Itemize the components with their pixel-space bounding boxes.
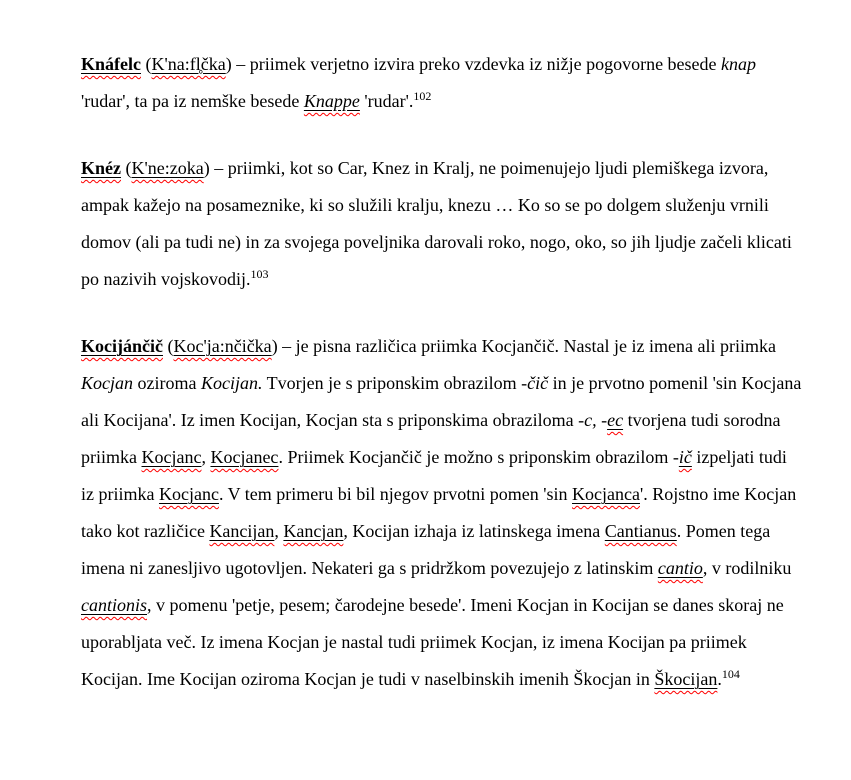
dictionary-entry (81, 46, 803, 120)
text-run: in je prvotno pomenil 'sin Kocjana ali Kocijana'. Iz imen Kocijan, Kocjan sta s priponskima obraziloma (81, 373, 802, 430)
underlined-text (679, 447, 692, 467)
spellcheck-squiggle-text: Kocjanc (141, 447, 202, 467)
underlined-text (81, 336, 163, 356)
spellcheck-squiggle-text: ič (678, 447, 692, 467)
entries-container (81, 46, 803, 698)
underlined-text (605, 521, 677, 541)
text-run: ( (162, 336, 174, 356)
text-run: ( (141, 54, 152, 74)
text-run (283, 521, 343, 541)
headword (81, 54, 141, 74)
spellcheck-squiggle-text: K'ne:zoka (131, 158, 204, 178)
text-run: ) – je pisna različica priimka Kocjančič. Nastal je iz imena ali priimka (271, 336, 776, 356)
underlined-text (283, 521, 343, 541)
spellcheck-squiggle-text: Kocjanca (572, 484, 640, 504)
spellcheck-squiggle-text: ec (607, 410, 624, 430)
underlined-text (81, 158, 121, 178)
dictionary-entry (81, 328, 803, 698)
footnote-reference: 102 (413, 89, 432, 103)
dictionary-entry (81, 150, 803, 298)
underlined-text (142, 447, 202, 467)
underlined-text (81, 54, 141, 74)
spellcheck-squiggle-text: Kancijan (209, 521, 275, 541)
text-run (658, 558, 703, 578)
spellcheck-squiggle-text: K'na:fl̥čka (151, 54, 226, 74)
text-run: , (274, 521, 284, 541)
text-run: oziroma (133, 373, 201, 393)
underlined-text (81, 595, 147, 615)
text-run: , v pomenu 'petje, pesem; čarodejne besede'. Imeni Kocjan in Kocijan se danes skoraj ne uporabljata več. Iz imena Kocjan je nastal tudi priimek Kocjan, iz imena Kocijan pa priimek Kocijan. Ime Kocijan oziroma Kocjan je tudi v naselbinskih imenih Škocjan in (81, 595, 784, 689)
spellcheck-squiggle-text: Knéz (81, 158, 121, 178)
text-run: - (601, 410, 608, 430)
headword (81, 158, 121, 178)
footnote-reference: 104 (721, 667, 740, 681)
text-run: '. Rojstno ime Kocjan tako kot različice (81, 484, 797, 541)
text-run: izpeljati tudi iz priimka (81, 447, 787, 504)
text-run: -čič (521, 373, 549, 393)
spellcheck-squiggle-text: Kancjan (283, 521, 344, 541)
spellcheck-squiggle-text: Cantianus (604, 521, 677, 541)
underlined-text (658, 558, 703, 578)
spellcheck-squiggle-text: cantio (657, 558, 703, 578)
text-run: . V tem primeru bi bil njegov prvotni pomen 'sin (218, 484, 573, 504)
text-run: knap (721, 54, 757, 74)
text-run (572, 484, 640, 504)
text-run (152, 54, 226, 74)
underlined-text (173, 336, 271, 356)
text-run (132, 158, 204, 178)
headword (81, 336, 163, 356)
underlined-text (607, 410, 623, 430)
text-run: , Kocijan izhaja iz latinskega imena (343, 521, 605, 541)
text-run: Kocijan. (200, 373, 263, 393)
text-run: - (672, 447, 679, 467)
underlined-text (572, 484, 640, 504)
text-run: tvorjena tudi sorodna priimka (81, 410, 781, 467)
text-run: ) – priimki, kot so Car, Knez in Kralj, ne poimenujejo ljudi plemiškega izvora, ampak kažejo na posameznike, ki so služili kralju, knezu … Ko so se po dolgem služenju vrnili domov (ali pa tudi ne) in za svojega poveljnika darovali roko, nogo, oko, so jih ljudje začeli klicati po nazivih vojskovodij. (81, 158, 792, 289)
text-run: Tvorjen je s priponskim obrazilom (262, 373, 522, 393)
text-run: . Pomen tega imena ni zanesljivo ugotovljen. Nekateri ga s pridržkom povezujejo z latinskim (81, 521, 771, 578)
text-run (81, 595, 147, 615)
spellcheck-squiggle-text: Kocjanec (210, 447, 279, 467)
text-run: , v rodilniku (702, 558, 792, 578)
spellcheck-squiggle-text: Kocjanc (158, 484, 219, 504)
spellcheck-squiggle-text: Knáfelc (81, 54, 141, 74)
text-run (654, 669, 717, 689)
text-run: ) – priimek verjetno izvira preko vzdevka iz nižje pogovorne besede (225, 54, 722, 74)
spellcheck-squiggle-text: Kocijánčič (81, 336, 163, 356)
underlined-text (152, 54, 226, 74)
text-run (159, 484, 219, 504)
text-run: , (201, 447, 211, 467)
text-run (304, 91, 360, 111)
spellcheck-squiggle-text: Knappe (303, 91, 360, 111)
text-run: -c, (578, 410, 597, 430)
underlined-text (654, 669, 717, 689)
underlined-text (209, 521, 274, 541)
underlined-text (132, 158, 204, 178)
text-run: . Priimek Kocjančič je možno s priponskim obrazilom (278, 447, 673, 467)
underlined-text (159, 484, 219, 504)
footnote-reference: 103 (250, 267, 269, 281)
text-run: ( (121, 158, 132, 178)
text-run (607, 410, 623, 430)
spellcheck-squiggle-text: Škocijan (654, 669, 718, 689)
text-run: 'rudar'. (359, 91, 414, 111)
spellcheck-squiggle-text: Koc'ja:nčička (173, 336, 272, 356)
underlined-text (210, 447, 278, 467)
text-run (679, 447, 692, 467)
text-run (209, 521, 274, 541)
spellcheck-squiggle-text: cantionis (81, 595, 147, 615)
text-run: 'rudar', ta pa iz nemške besede (81, 91, 304, 111)
text-run (173, 336, 271, 356)
text-run (605, 521, 677, 541)
underlined-text (304, 91, 360, 111)
text-run (210, 447, 278, 467)
text-run: . (717, 669, 722, 689)
text-run: Kocjan (81, 373, 133, 393)
text-run (142, 447, 202, 467)
